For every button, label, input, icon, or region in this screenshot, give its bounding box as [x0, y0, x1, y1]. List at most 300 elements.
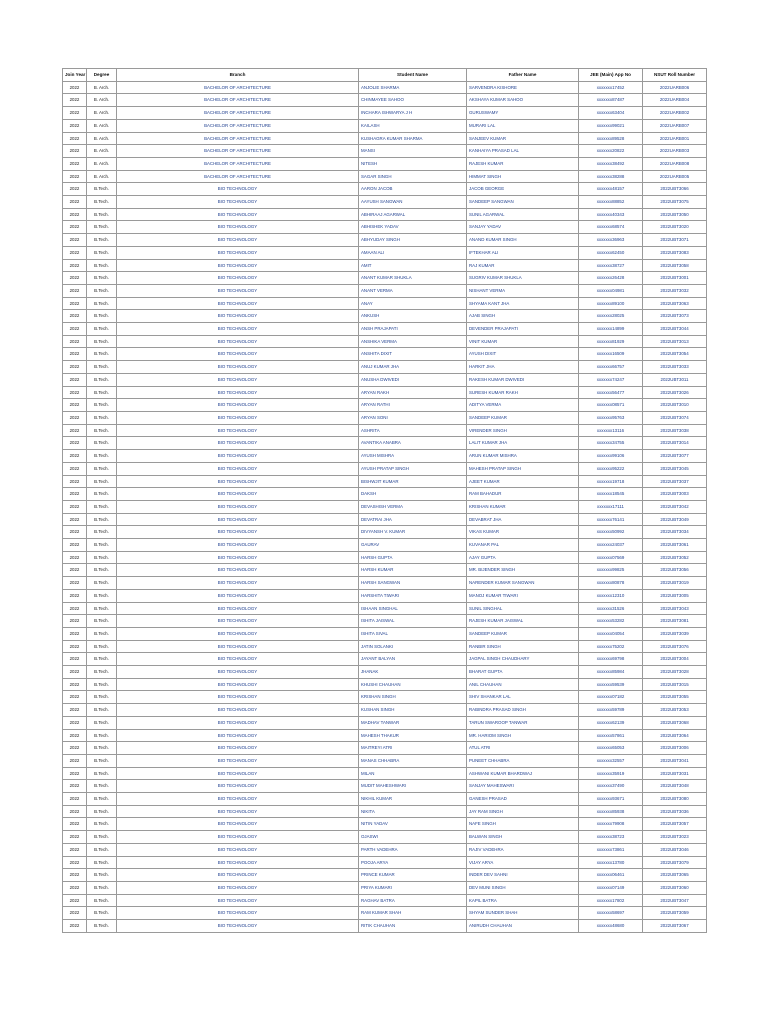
father-name-cell: SANDEEP SANGWAN	[467, 196, 579, 209]
student-name-cell: ABHIRAAJ AGARWAL	[359, 208, 467, 221]
table-row	[63, 373, 707, 386]
degree-cell: B.Tech.	[87, 843, 117, 856]
join-year-cell: 2022	[63, 640, 87, 653]
header-degree: Degree	[87, 69, 117, 82]
father-name-cell: RAKESH KUMAR DWIVEDI	[467, 373, 579, 386]
degree-cell: B. Arch.	[87, 81, 117, 94]
join-year-cell: 2022	[63, 780, 87, 793]
father-name-cell: NAFE SINGH	[467, 818, 579, 831]
father-name-cell: AYUSH DIXIT	[467, 348, 579, 361]
father-name-cell: VIRENDER SINGH	[467, 424, 579, 437]
roll-number-cell: 2022UBT3041	[643, 754, 707, 767]
student-name-cell: KHUSHI CHAUHAN	[359, 678, 467, 691]
jee-app-no-cell: xxxxxxx73861	[579, 843, 643, 856]
degree-cell: B.Tech.	[87, 284, 117, 297]
degree-cell: B.Tech.	[87, 196, 117, 209]
branch-cell: BIO TECHNOLOGY	[117, 653, 359, 666]
student-name-cell: RAGHAV BATRA	[359, 894, 467, 907]
jee-app-no-cell: xxxxxxx38288	[579, 170, 643, 183]
join-year-cell: 2022	[63, 818, 87, 831]
table-row	[63, 157, 707, 170]
table-row	[63, 716, 707, 729]
degree-cell: B.Tech.	[87, 780, 117, 793]
join-year-cell: 2022	[63, 551, 87, 564]
degree-cell: B.Tech.	[87, 513, 117, 526]
jee-app-no-cell: xxxxxxx24037	[579, 539, 643, 552]
jee-app-no-cell: xxxxxxx12310	[579, 589, 643, 602]
roll-number-cell: 2022UBT3001	[643, 272, 707, 285]
roll-number-cell: 2022UBT3063	[643, 297, 707, 310]
table-row	[63, 272, 707, 285]
roll-number-cell: 2022UBT3048	[643, 780, 707, 793]
degree-cell: B.Tech.	[87, 500, 117, 513]
branch-cell: BIO TECHNOLOGY	[117, 411, 359, 424]
branch-cell: BACHELOR OF ARCHITECTURE	[117, 107, 359, 120]
roll-number-cell: 2022UBT3079	[643, 856, 707, 869]
student-name-cell: KUSHAGRA KUMAR SHARMA	[359, 132, 467, 145]
jee-app-no-cell: xxxxxxx17452	[579, 81, 643, 94]
roll-number-cell: 2022UBT3046	[643, 843, 707, 856]
student-name-cell: DEVASHISH VERMA	[359, 500, 467, 513]
branch-cell: BACHELOR OF ARCHITECTURE	[117, 132, 359, 145]
table-row	[63, 246, 707, 259]
branch-cell: BIO TECHNOLOGY	[117, 704, 359, 717]
join-year-cell: 2022	[63, 475, 87, 488]
branch-cell: BIO TECHNOLOGY	[117, 196, 359, 209]
degree-cell: B.Tech.	[87, 424, 117, 437]
join-year-cell: 2022	[63, 627, 87, 640]
father-name-cell: AJAY GUPTA	[467, 551, 579, 564]
branch-cell: BIO TECHNOLOGY	[117, 742, 359, 755]
branch-cell: BIO TECHNOLOGY	[117, 462, 359, 475]
table-row	[63, 539, 707, 552]
table-row	[63, 348, 707, 361]
roll-number-cell: 2022UBT3020	[643, 221, 707, 234]
join-year-cell: 2022	[63, 284, 87, 297]
degree-cell: B.Tech.	[87, 539, 117, 552]
student-name-cell: SAGAR SINGH	[359, 170, 467, 183]
degree-cell: B.Tech.	[87, 323, 117, 336]
degree-cell: B.Tech.	[87, 399, 117, 412]
father-name-cell: SHYAM SUNDER SHAH	[467, 907, 579, 920]
jee-app-no-cell: xxxxxxx20822	[579, 145, 643, 158]
roll-number-cell: 2022UBT3005	[643, 589, 707, 602]
degree-cell: B.Tech.	[87, 793, 117, 806]
branch-cell: BACHELOR OF ARCHITECTURE	[117, 81, 359, 94]
roll-number-cell: 2022UBT3037	[643, 475, 707, 488]
student-name-cell: RAM KUMAR SHAH	[359, 907, 467, 920]
table-row	[63, 627, 707, 640]
branch-cell: BACHELOR OF ARCHITECTURE	[117, 170, 359, 183]
join-year-cell: 2022	[63, 526, 87, 539]
join-year-cell: 2022	[63, 666, 87, 679]
father-name-cell: JAY RAM SINGH	[467, 805, 579, 818]
roll-number-cell: 2022UBT3083	[643, 246, 707, 259]
student-name-cell: ANSH PRAJAPATI	[359, 323, 467, 336]
header-father-name: Father Name	[467, 69, 579, 82]
join-year-cell: 2022	[63, 335, 87, 348]
table-row	[63, 361, 707, 374]
student-name-cell: AARON JACOB	[359, 183, 467, 196]
roll-number-cell: 2022UBT3066	[643, 183, 707, 196]
degree-cell: B.Tech.	[87, 373, 117, 386]
student-name-cell: HARSH KUMAR	[359, 564, 467, 577]
student-name-cell: ABHISHEK YADAV	[359, 221, 467, 234]
jee-app-no-cell: xxxxxxx88852	[579, 196, 643, 209]
jee-app-no-cell: xxxxxxx58697	[579, 907, 643, 920]
student-name-cell: ISHAAN SINGHAL	[359, 602, 467, 615]
table-row	[63, 107, 707, 120]
jee-app-no-cell: xxxxxxx31526	[579, 602, 643, 615]
jee-app-no-cell: xxxxxxx16509	[579, 348, 643, 361]
branch-cell: BIO TECHNOLOGY	[117, 831, 359, 844]
jee-app-no-cell: xxxxxxx13116	[579, 424, 643, 437]
branch-cell: BIO TECHNOLOGY	[117, 754, 359, 767]
roll-number-cell: 2022UBT3006	[643, 742, 707, 755]
jee-app-no-cell: xxxxxxx75202	[579, 640, 643, 653]
branch-cell: BIO TECHNOLOGY	[117, 793, 359, 806]
father-name-cell: RAJ KUMAR	[467, 259, 579, 272]
jee-app-no-cell: xxxxxxx93671	[579, 793, 643, 806]
join-year-cell: 2022	[63, 678, 87, 691]
degree-cell: B.Tech.	[87, 691, 117, 704]
father-name-cell: JACOB GEORGE	[467, 183, 579, 196]
table-row	[63, 640, 707, 653]
roll-number-cell: 2022UBT3026	[643, 386, 707, 399]
join-year-cell: 2022	[63, 920, 87, 933]
degree-cell: B.Tech.	[87, 437, 117, 450]
roll-number-cell: 2022UBT3064	[643, 729, 707, 742]
father-name-cell: NISHANT VERMA	[467, 284, 579, 297]
roll-number-cell: 2022UBT3033	[643, 361, 707, 374]
father-name-cell: ASHWANI KUMAR BHARDWAJ	[467, 767, 579, 780]
jee-app-no-cell: xxxxxxx07182	[579, 691, 643, 704]
join-year-cell: 2022	[63, 882, 87, 895]
branch-cell: BIO TECHNOLOGY	[117, 386, 359, 399]
degree-cell: B. Arch.	[87, 107, 117, 120]
table-row	[63, 577, 707, 590]
father-name-cell: AJEET KUMAR	[467, 475, 579, 488]
jee-app-no-cell: xxxxxxx69798	[579, 653, 643, 666]
father-name-cell: SANJEEV KUMAR	[467, 132, 579, 145]
degree-cell: B.Tech.	[87, 411, 117, 424]
father-name-cell: ARUN KUMAR MISHRA	[467, 450, 579, 463]
jee-app-no-cell: xxxxxxx18545	[579, 488, 643, 501]
branch-cell: BIO TECHNOLOGY	[117, 602, 359, 615]
father-name-cell: RAJESH KUMAR JAISWAL	[467, 615, 579, 628]
roll-number-cell: 2022UARB006	[643, 81, 707, 94]
student-name-cell: PRINCE KUMAR	[359, 869, 467, 882]
degree-cell: B.Tech.	[87, 348, 117, 361]
table-row	[63, 259, 707, 272]
join-year-cell: 2022	[63, 869, 87, 882]
join-year-cell: 2022	[63, 907, 87, 920]
branch-cell: BIO TECHNOLOGY	[117, 526, 359, 539]
degree-cell: B.Tech.	[87, 882, 117, 895]
jee-app-no-cell: xxxxxxx48680	[579, 920, 643, 933]
branch-cell: BIO TECHNOLOGY	[117, 589, 359, 602]
join-year-cell: 2022	[63, 564, 87, 577]
father-name-cell: DEVENDER PRAJAPATI	[467, 323, 579, 336]
father-name-cell: KANHAIYA PRASAD LAL	[467, 145, 579, 158]
student-name-cell: AAYUSH SANGWAN	[359, 196, 467, 209]
table-row	[63, 94, 707, 107]
roll-number-cell: 2022UBT3061	[643, 539, 707, 552]
jee-app-no-cell: xxxxxxx48157	[579, 183, 643, 196]
header-nsut-roll-number: NSUT Roll Number	[643, 69, 707, 82]
father-name-cell: AKSHAYA KUMAR SAHOO	[467, 94, 579, 107]
table-row	[63, 894, 707, 907]
table-row	[63, 513, 707, 526]
degree-cell: B. Arch.	[87, 170, 117, 183]
jee-app-no-cell: xxxxxxx68574	[579, 221, 643, 234]
branch-cell: BIO TECHNOLOGY	[117, 513, 359, 526]
join-year-cell: 2022	[63, 793, 87, 806]
father-name-cell: SHYAMA KANT JHA	[467, 297, 579, 310]
join-year-cell: 2022	[63, 831, 87, 844]
table-row	[63, 234, 707, 247]
degree-cell: B.Tech.	[87, 894, 117, 907]
jee-app-no-cell: xxxxxxx04054	[579, 627, 643, 640]
join-year-cell: 2022	[63, 513, 87, 526]
table-row	[63, 386, 707, 399]
roll-number-cell: 2022UARB001	[643, 132, 707, 145]
jee-app-no-cell: xxxxxxx50992	[579, 526, 643, 539]
student-name-cell: JATIN SOLANKI	[359, 640, 467, 653]
student-name-cell: AMIT	[359, 259, 467, 272]
join-year-cell: 2022	[63, 361, 87, 374]
branch-cell: BACHELOR OF ARCHITECTURE	[117, 157, 359, 170]
degree-cell: B.Tech.	[87, 920, 117, 933]
roll-number-cell: 2022UBT3042	[643, 500, 707, 513]
jee-app-no-cell: xxxxxxx99021	[579, 119, 643, 132]
roll-number-cell: 2022UBT3038	[643, 424, 707, 437]
roll-number-cell: 2022UBT3044	[643, 323, 707, 336]
table-row	[63, 437, 707, 450]
father-name-cell: SHIV SHANKAR LAL	[467, 691, 579, 704]
join-year-cell: 2022	[63, 221, 87, 234]
student-name-cell: MADHAV TANWAR	[359, 716, 467, 729]
table-row	[63, 119, 707, 132]
degree-cell: B. Arch.	[87, 94, 117, 107]
father-name-cell: RAM BAHADUR	[467, 488, 579, 501]
roll-number-cell: 2022UBT3004	[643, 653, 707, 666]
join-year-cell: 2022	[63, 183, 87, 196]
roll-number-cell: 2022UBT3019	[643, 577, 707, 590]
jee-app-no-cell: xxxxxxx62450	[579, 246, 643, 259]
student-name-cell: NITESH	[359, 157, 467, 170]
branch-cell: BIO TECHNOLOGY	[117, 805, 359, 818]
degree-cell: B.Tech.	[87, 488, 117, 501]
table-row	[63, 411, 707, 424]
degree-cell: B.Tech.	[87, 907, 117, 920]
student-name-cell: ARYAN SONI	[359, 411, 467, 424]
join-year-cell: 2022	[63, 653, 87, 666]
father-name-cell: ADITYA VERMA	[467, 399, 579, 412]
branch-cell: BIO TECHNOLOGY	[117, 259, 359, 272]
join-year-cell: 2022	[63, 716, 87, 729]
branch-cell: BIO TECHNOLOGY	[117, 183, 359, 196]
join-year-cell: 2022	[63, 767, 87, 780]
table-row	[63, 81, 707, 94]
father-name-cell: MR. HARIOM SINGH	[467, 729, 579, 742]
jee-app-no-cell: xxxxxxx65053	[579, 742, 643, 755]
roll-number-cell: 2022UBT3013	[643, 335, 707, 348]
table-row	[63, 678, 707, 691]
jee-app-no-cell: xxxxxxx81929	[579, 335, 643, 348]
roll-number-cell: 2022UBT3059	[643, 907, 707, 920]
student-name-cell: MAITREYI ATRI	[359, 742, 467, 755]
student-name-cell: DEVATRAI JHA	[359, 513, 467, 526]
student-name-cell: DAKSH	[359, 488, 467, 501]
student-name-cell: ANANT VERMA	[359, 284, 467, 297]
degree-cell: B.Tech.	[87, 246, 117, 259]
join-year-cell: 2022	[63, 729, 87, 742]
header-jee-app-no: JEE (Main) App No	[579, 69, 643, 82]
join-year-cell: 2022	[63, 132, 87, 145]
branch-cell: BIO TECHNOLOGY	[117, 678, 359, 691]
join-year-cell: 2022	[63, 170, 87, 183]
table-row	[63, 196, 707, 209]
roll-number-cell: 2022UBT3060	[643, 882, 707, 895]
join-year-cell: 2022	[63, 488, 87, 501]
jee-app-no-cell: xxxxxxx89100	[579, 297, 643, 310]
roll-number-cell: 2022UARB004	[643, 94, 707, 107]
branch-cell: BIO TECHNOLOGY	[117, 310, 359, 323]
roll-number-cell: 2022UBT3058	[643, 259, 707, 272]
father-name-cell: SUNIL AGARWAL	[467, 208, 579, 221]
jee-app-no-cell: xxxxxxx06461	[579, 869, 643, 882]
student-name-cell: NIKITA	[359, 805, 467, 818]
table-row	[63, 183, 707, 196]
jee-app-no-cell: xxxxxxx19718	[579, 475, 643, 488]
join-year-cell: 2022	[63, 234, 87, 247]
student-name-cell: KRISHAN SINGH	[359, 691, 467, 704]
roll-number-cell: 2022UBT3056	[643, 564, 707, 577]
jee-app-no-cell: xxxxxxx08571	[579, 399, 643, 412]
join-year-cell: 2022	[63, 323, 87, 336]
branch-cell: BACHELOR OF ARCHITECTURE	[117, 119, 359, 132]
jee-app-no-cell: xxxxxxx07569	[579, 551, 643, 564]
roll-number-cell: 2022UBT3047	[643, 894, 707, 907]
join-year-cell: 2022	[63, 754, 87, 767]
roll-number-cell: 2022UBT3049	[643, 513, 707, 526]
student-name-cell: NIKHIL KUMAR	[359, 793, 467, 806]
student-name-cell: ANANT KUMAR SHUKLA	[359, 272, 467, 285]
branch-cell: BIO TECHNOLOGY	[117, 284, 359, 297]
join-year-cell: 2022	[63, 81, 87, 94]
father-name-cell: MANOJ KUMAR TIWARI	[467, 589, 579, 602]
student-name-cell: ARYAN RATHI	[359, 399, 467, 412]
jee-app-no-cell: xxxxxxx66757	[579, 361, 643, 374]
degree-cell: B.Tech.	[87, 361, 117, 374]
degree-cell: B. Arch.	[87, 132, 117, 145]
jee-app-no-cell: xxxxxxx32557	[579, 754, 643, 767]
student-name-cell: INCHARA ISHWARYA J H	[359, 107, 467, 120]
student-name-cell: BISHWJIT KUMAR	[359, 475, 467, 488]
degree-cell: B.Tech.	[87, 183, 117, 196]
roll-number-cell: 2022UBT3010	[643, 399, 707, 412]
student-name-cell: MAHESH THAKUR	[359, 729, 467, 742]
table-row	[63, 310, 707, 323]
table-row	[63, 907, 707, 920]
branch-cell: BIO TECHNOLOGY	[117, 297, 359, 310]
degree-cell: B.Tech.	[87, 805, 117, 818]
jee-app-no-cell: xxxxxxx79908	[579, 818, 643, 831]
jee-app-no-cell: xxxxxxx89528	[579, 132, 643, 145]
branch-cell: BIO TECHNOLOGY	[117, 640, 359, 653]
father-name-cell: SUGRIV KUMAR SHUKLA	[467, 272, 579, 285]
join-year-cell: 2022	[63, 589, 87, 602]
jee-app-no-cell: xxxxxxx95222	[579, 462, 643, 475]
degree-cell: B.Tech.	[87, 818, 117, 831]
degree-cell: B.Tech.	[87, 450, 117, 463]
father-name-cell: ATUL ATRI	[467, 742, 579, 755]
join-year-cell: 2022	[63, 272, 87, 285]
table-row	[63, 818, 707, 831]
student-name-cell: KUSHAN SINGH	[359, 704, 467, 717]
father-name-cell: AJAB SINGH	[467, 310, 579, 323]
degree-cell: B.Tech.	[87, 653, 117, 666]
father-name-cell: MAHESH PRATAP SINGH	[467, 462, 579, 475]
join-year-cell: 2022	[63, 246, 87, 259]
degree-cell: B.Tech.	[87, 234, 117, 247]
father-name-cell: SURESH KUMAR RAKH	[467, 386, 579, 399]
branch-cell: BIO TECHNOLOGY	[117, 920, 359, 933]
header-join-year: Join Year	[63, 69, 87, 82]
branch-cell: BIO TECHNOLOGY	[117, 539, 359, 552]
student-name-cell: JHANAK	[359, 666, 467, 679]
student-name-cell: RITIK CHAUHAN	[359, 920, 467, 933]
student-name-cell: AYUSH MISHRA	[359, 450, 467, 463]
header-row	[63, 69, 707, 82]
join-year-cell: 2022	[63, 704, 87, 717]
roll-number-cell: 2022UBT3054	[643, 348, 707, 361]
join-year-cell: 2022	[63, 259, 87, 272]
roll-number-cell: 2022UARB008	[643, 157, 707, 170]
table-row	[63, 754, 707, 767]
degree-cell: B.Tech.	[87, 259, 117, 272]
table-row	[63, 475, 707, 488]
student-name-cell: OJASWI	[359, 831, 467, 844]
jee-app-no-cell: xxxxxxx56477	[579, 386, 643, 399]
student-name-cell: MANSI	[359, 145, 467, 158]
jee-app-no-cell: xxxxxxx87487	[579, 94, 643, 107]
roll-number-cell: 2022UBT3065	[643, 869, 707, 882]
jee-app-no-cell: xxxxxxx38723	[579, 831, 643, 844]
roll-number-cell: 2022UBT3003	[643, 488, 707, 501]
branch-cell: BIO TECHNOLOGY	[117, 882, 359, 895]
student-name-cell: ISHITA JAISWAL	[359, 615, 467, 628]
roll-number-cell: 2022UBT3071	[643, 234, 707, 247]
branch-cell: BIO TECHNOLOGY	[117, 818, 359, 831]
student-name-cell: ANKUSH	[359, 310, 467, 323]
table-row	[63, 145, 707, 158]
branch-cell: BIO TECHNOLOGY	[117, 399, 359, 412]
father-name-cell: TARUN SWAROOP TANWAR	[467, 716, 579, 729]
roll-number-cell: 2022UBT3073	[643, 310, 707, 323]
jee-app-no-cell: xxxxxxx99825	[579, 564, 643, 577]
branch-cell: BIO TECHNOLOGY	[117, 424, 359, 437]
degree-cell: B.Tech.	[87, 208, 117, 221]
jee-app-no-cell: xxxxxxx40343	[579, 208, 643, 221]
degree-cell: B.Tech.	[87, 386, 117, 399]
roll-number-cell: 2022UBT3074	[643, 411, 707, 424]
join-year-cell: 2022	[63, 399, 87, 412]
roll-number-cell: 2022UBT3053	[643, 704, 707, 717]
degree-cell: B.Tech.	[87, 335, 117, 348]
jee-app-no-cell: xxxxxxx07149	[579, 882, 643, 895]
